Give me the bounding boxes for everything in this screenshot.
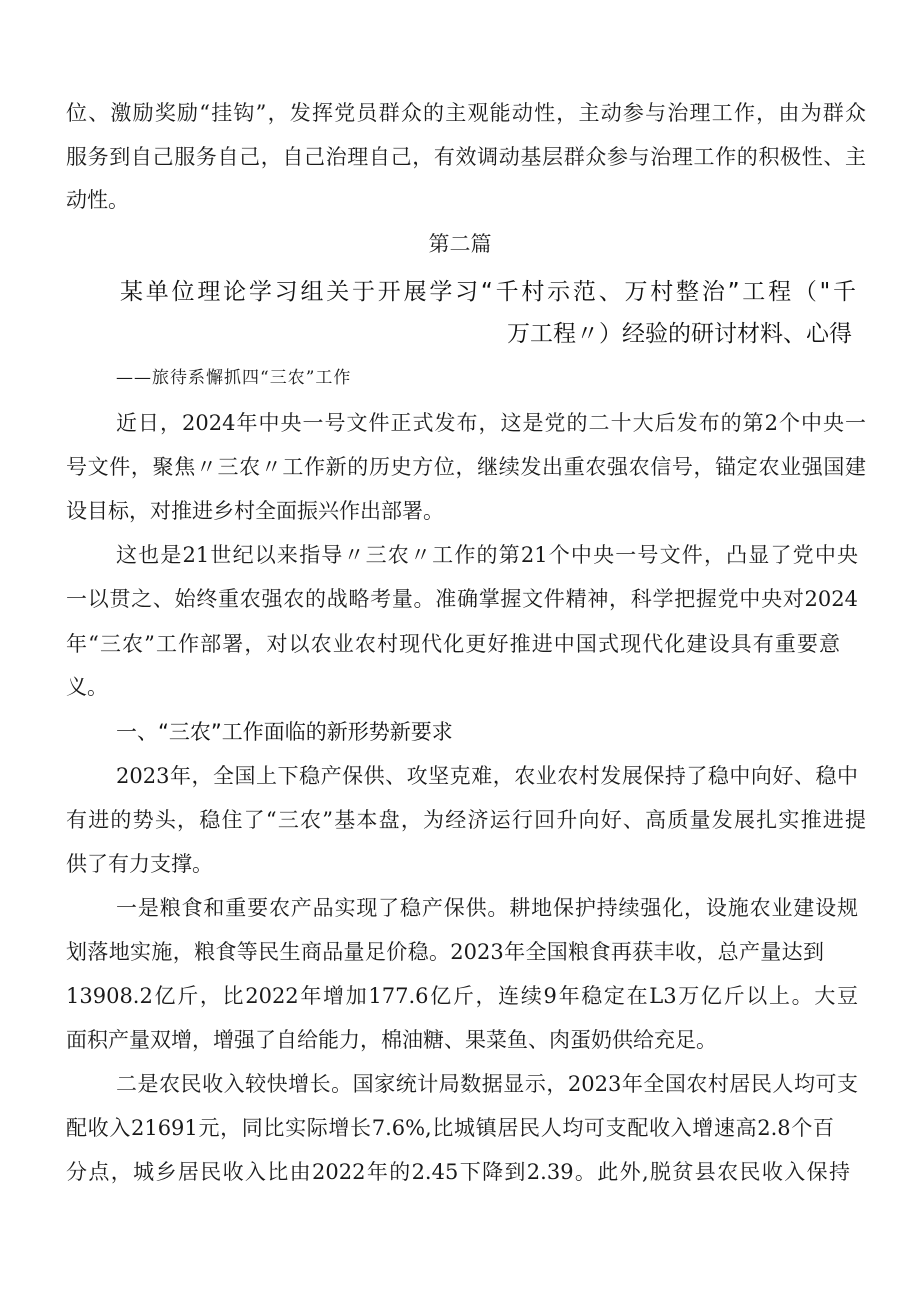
paragraph-line: 配收入21691元，同比实际增长7.6%,比城镇居民人均可支配收入增速高2.8个百	[66, 1116, 834, 1140]
document-title-line-2: 万工程〃）经验的研讨材料、心得	[507, 321, 852, 347]
paragraph-line: 这也是21世纪以来指导〃三农〃工作的第21个中央一号文件，凸显了党中央	[116, 543, 858, 567]
paragraph-line: 划落地实施，粮食等民生商品量足价稳。2023年全国粮食再获丰收，总产量达到	[66, 940, 824, 964]
paragraph-line: 设目标，对推进乡村全面振兴作出部署。	[66, 499, 444, 523]
paragraph-line: 二是农民收入较快增长。国家统计局数据显示，2023年全国农村居民人均可支	[116, 1072, 858, 1096]
paragraph-line: 号文件，聚焦〃三农〃工作新的历史方位，继续发出重农强农信号，锚定农业强国建	[66, 455, 866, 479]
section-heading: 一、“三农”工作面临的新形势新要求	[116, 720, 453, 744]
paragraph-line: 一以贯之、始终重农强农的战略考量。准确掌握文件精神，科学把握党中央对2024	[66, 587, 858, 611]
paragraph-line: 动性。	[66, 188, 129, 212]
paragraph-line: 分点，城乡居民收入比由2022年的2.45下降到2.39。此外,脱贫县农民收入保持	[66, 1160, 850, 1184]
paragraph-line: 服务到自己服务自己，自己治理自己，有效调动基层群众参与治理工作的积极性、主	[66, 145, 866, 169]
paragraph-line: 13908.2亿斤，比2022年增加177.6亿斤，连续9年稳定在L3万亿斤以上。大豆	[66, 984, 858, 1008]
paragraph-line: 年“三农”工作部署，对以农业农村现代化更好推进中国式现代化建设具有重要意	[66, 632, 840, 656]
document-subtitle: ——旅待系懈抓四“三农”工作	[116, 368, 352, 388]
paragraph-line: 面积产量双增，增强了自给能力，棉油糖、果菜鱼、肉蛋奶供给充足。	[66, 1028, 717, 1052]
paragraph-line: 2023年，全国上下稳产保供、攻坚克难，农业农村发展保持了稳中向好、稳中	[116, 764, 858, 788]
paragraph-line: 有进的势头，稳住了“三农”基本盘，为经济运行回升向好、高质量发展扎实推进提	[66, 808, 866, 832]
paragraph-line: 近日，2024年中央一号文件正式发布，这是党的二十大后发布的第2个中央一	[116, 411, 866, 435]
paragraph-line: 位、激励奖励“挂钩”，发挥党员群众的主观能动性，主动参与治理工作，由为群众	[66, 101, 866, 125]
paragraph-line: 义。	[66, 675, 108, 699]
paragraph-line: 一是粮食和重要农产品实现了稳产保供。耕地保护持续强化，设施农业建设规	[116, 896, 858, 920]
document-title-line-1: 某单位理论学习组关于开展学习“千村示范、万村整治”工程（"千	[120, 279, 856, 305]
paragraph-line: 供了有力支撑。	[66, 852, 213, 876]
part-label: 第二篇	[428, 232, 492, 256]
